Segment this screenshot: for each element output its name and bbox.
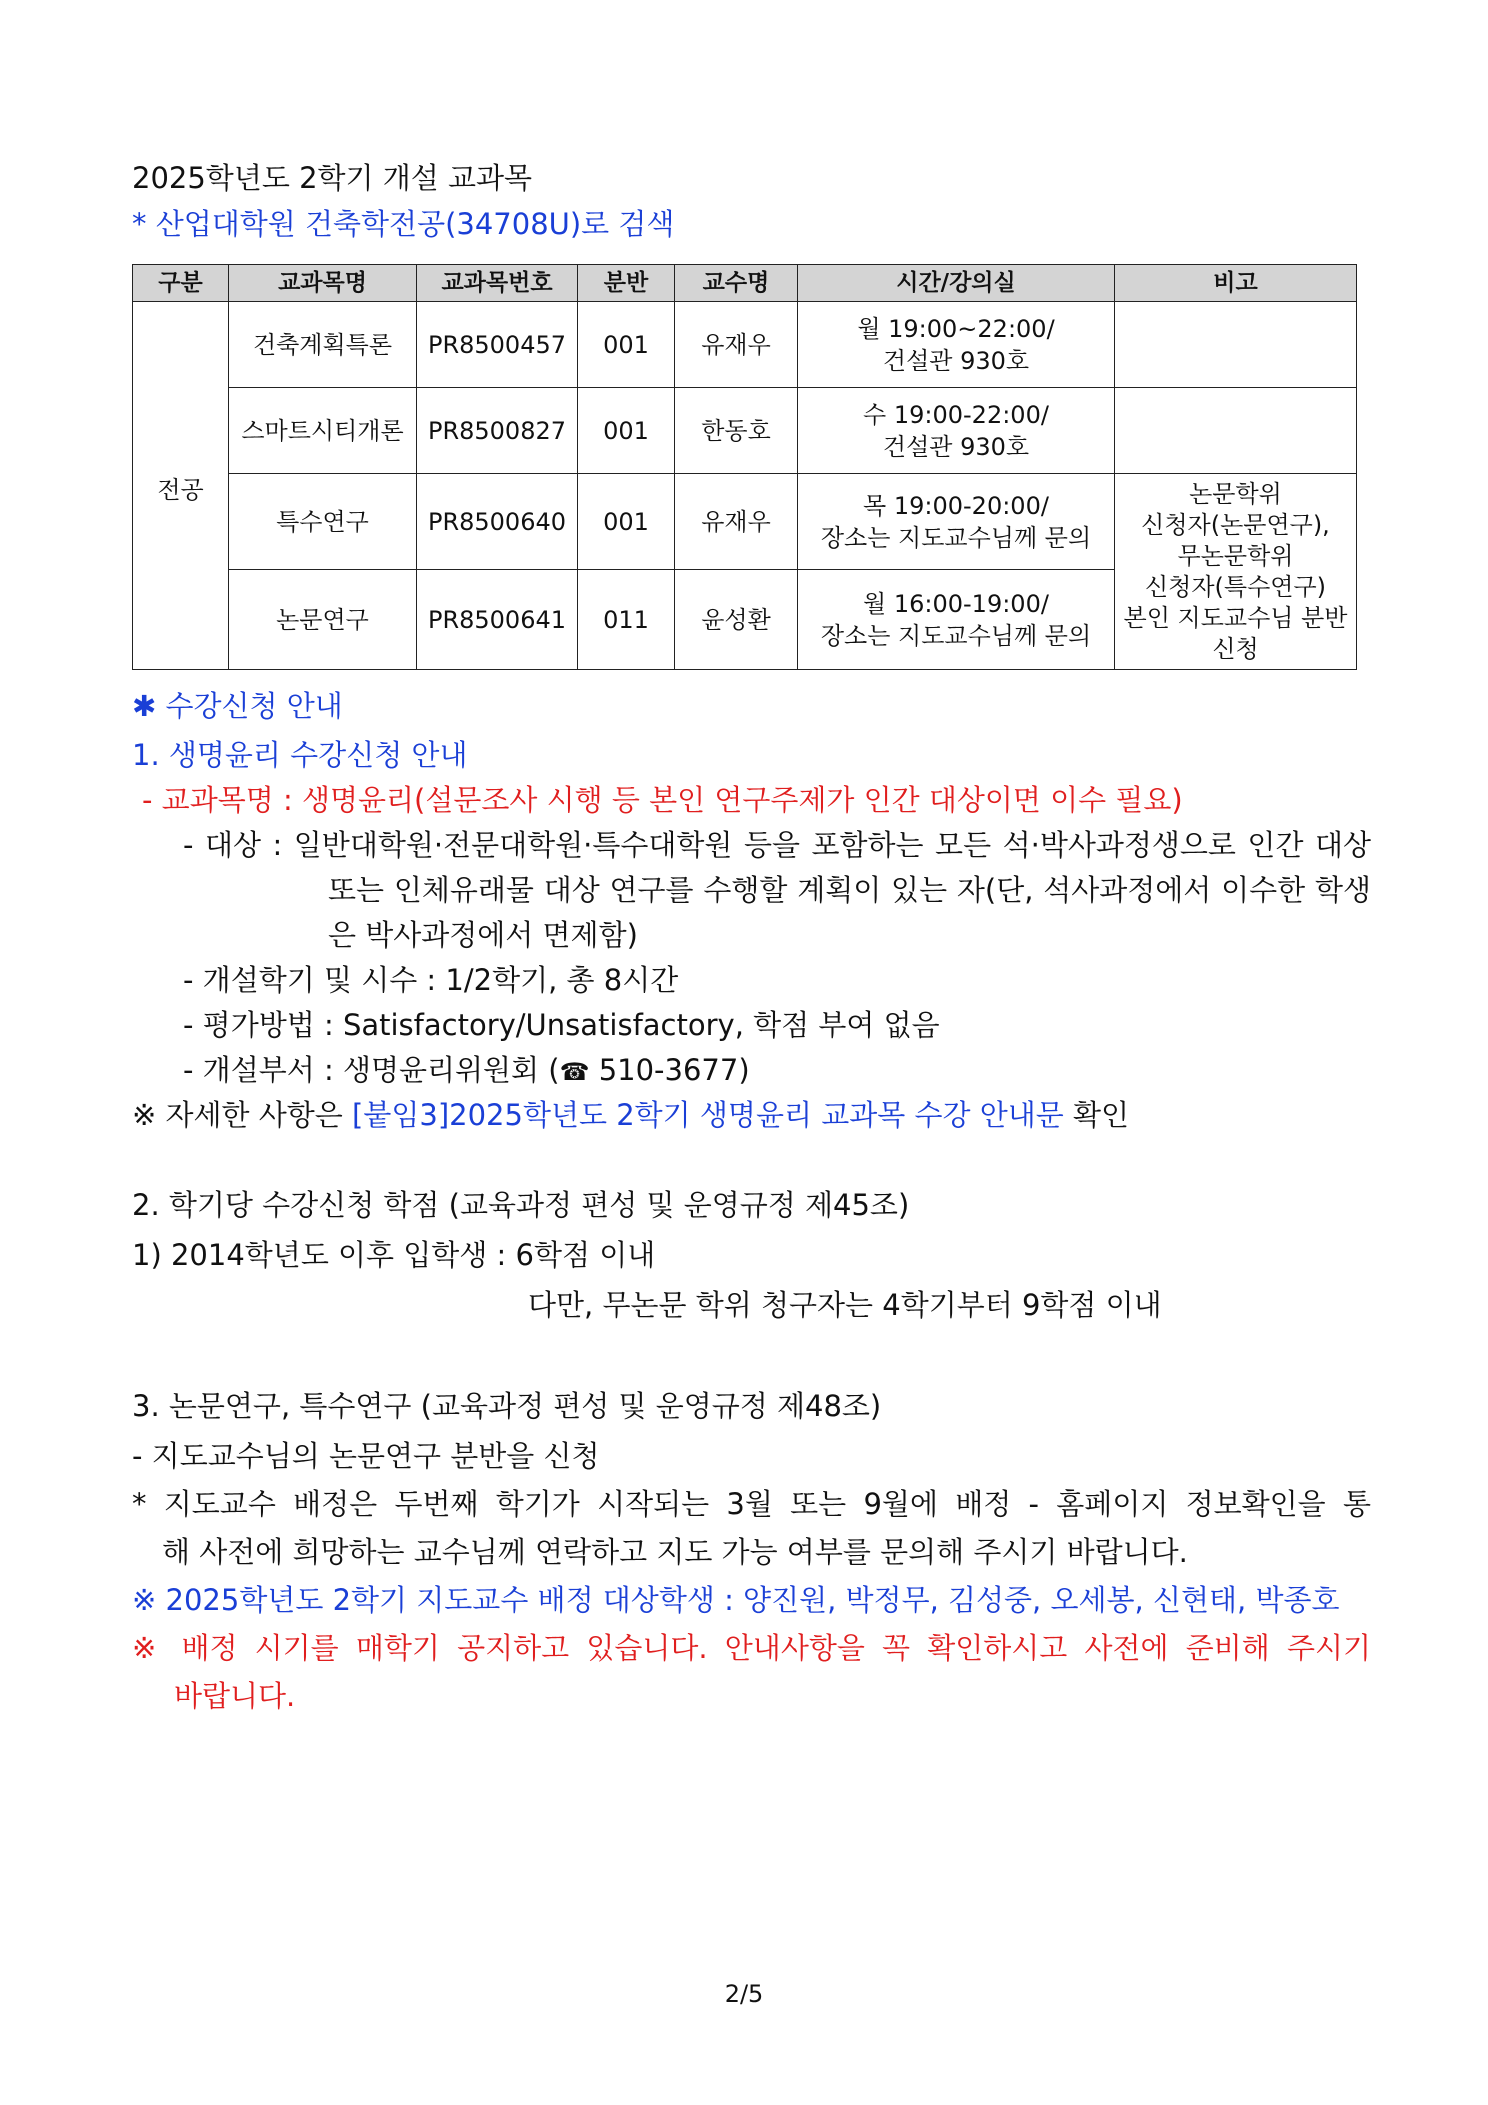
header-remark: 비고 xyxy=(1115,265,1357,302)
course-code-cell: PR8500641 xyxy=(417,570,578,670)
header-course-code: 교과목번호 xyxy=(417,265,578,302)
room-text: 장소는 지도교수님께 문의 xyxy=(820,621,1092,650)
dept-prefix: - 개설부서 : 생명윤리위원회 ( xyxy=(183,1053,560,1087)
professor-cell: 한동호 xyxy=(675,388,798,474)
remark-line: 무논문학위 xyxy=(1177,541,1294,570)
remark-line: 본인 지도교수님 분반 xyxy=(1123,603,1348,632)
detail-prefix: ※ 자세한 사항은 xyxy=(132,1098,353,1132)
table-row xyxy=(133,388,1357,474)
course-name-cell: 논문연구 xyxy=(229,570,417,670)
notice-line1: ※ 배정 시기를 매학기 공지하고 있습니다. 안내사항을 꼭 확인하시고 사전에 준비해 주시기 xyxy=(132,1631,1371,1665)
remark-line: 신청자(논문연구), xyxy=(1141,510,1330,539)
section-cell: 001 xyxy=(578,474,675,570)
time-room-cell xyxy=(798,388,1115,474)
remark-line: 신청 xyxy=(1212,634,1259,663)
table-row xyxy=(133,474,1357,570)
course-code-cell: PR8500640 xyxy=(417,474,578,570)
professor-cell: 윤성환 xyxy=(675,570,798,670)
professor-cell: 유재우 xyxy=(675,302,798,388)
time-text: 수 19:00-22:00/ xyxy=(863,400,1049,429)
room-text: 장소는 지도교수님께 문의 xyxy=(820,523,1092,552)
professor-cell: 유재우 xyxy=(675,474,798,570)
section-cell: 001 xyxy=(578,388,675,474)
research-line1: - 지도교수님의 논문연구 분반을 신청 xyxy=(132,1439,600,1473)
remark-cell-empty xyxy=(1115,302,1357,388)
page-title: 2025학년도 2학기 개설 교과목 xyxy=(132,161,533,195)
remark-cell-empty xyxy=(1115,388,1357,474)
header-professor: 교수명 xyxy=(675,265,798,302)
ethics-title: 1. 생명윤리 수강신청 안내 xyxy=(132,738,468,772)
credits-line1: 1) 2014학년도 이후 입학생 : 6학점 이내 xyxy=(132,1238,656,1272)
remark-line: 신청자(특수연구) xyxy=(1144,572,1326,601)
time-text: 목 19:00-20:00/ xyxy=(863,491,1049,520)
course-table xyxy=(132,264,1357,670)
ethics-dept-line xyxy=(183,1050,750,1092)
research-title: 3. 논문연구, 특수연구 (교육과정 편성 및 운영규정 제48조) xyxy=(132,1389,882,1423)
section-cell: 001 xyxy=(578,302,675,388)
course-name-cell: 건축계획특론 xyxy=(229,302,417,388)
header-category: 구분 xyxy=(133,265,229,302)
header-section: 분반 xyxy=(578,265,675,302)
section-cell: 011 xyxy=(578,570,675,670)
course-code-cell: PR8500827 xyxy=(417,388,578,474)
header-course-name: 교과목명 xyxy=(229,265,417,302)
table-header-row xyxy=(133,265,1357,302)
guide-title: ✱ 수강신청 안내 xyxy=(132,689,343,723)
course-name-cell: 특수연구 xyxy=(229,474,417,570)
time-room-cell xyxy=(798,302,1115,388)
course-code-cell: PR8500457 xyxy=(417,302,578,388)
research-line2: * 지도교수 배정은 두번째 학기가 시작되는 3월 또는 9월에 배정 - 홈페이지 정보확인을 통 xyxy=(132,1487,1371,1521)
notice-line2: 바랍니다. xyxy=(174,1679,296,1713)
ethics-eval-line: - 평가방법 : Satisfactory/Unsatisfactory, 학점 부여 없음 xyxy=(183,1008,940,1042)
ethics-target-line2: 또는 인체유래물 대상 연구를 수행할 계획이 있는 자(단, 석사과정에서 이수한 학생 xyxy=(328,873,1371,907)
page-number: 2/5 xyxy=(724,1980,764,2008)
course-name-cell: 스마트시티개론 xyxy=(229,388,417,474)
room-text: 건설관 930호 xyxy=(882,346,1030,375)
category-cell: 전공 xyxy=(133,302,229,670)
remark-cell xyxy=(1115,474,1357,670)
attachment-link[interactable]: [붙임3]2025학년도 2학기 생명윤리 교과목 수강 안내문 xyxy=(352,1098,1064,1132)
table-row xyxy=(133,302,1357,388)
research-line3: 해 사전에 희망하는 교수님께 연락하고 지도 가능 여부를 문의해 주시기 바랍니다. xyxy=(162,1535,1188,1569)
ethics-detail-line xyxy=(132,1095,1129,1135)
ethics-target-line3: 은 박사과정에서 면제함) xyxy=(328,918,638,952)
ethics-target-line1: - 대상 : 일반대학원·전문대학원·특수대학원 등을 포함하는 모든 석·박사과정생으로 인간 대상 xyxy=(183,828,1371,862)
ethics-semester-line: - 개설학기 및 시수 : 1/2학기, 총 8시간 xyxy=(183,963,679,997)
time-text: 월 19:00~22:00/ xyxy=(857,314,1055,343)
header-time-room: 시간/강의실 xyxy=(798,265,1115,302)
credits-line2: 다만, 무논문 학위 청구자는 4학기부터 9학점 이내 xyxy=(528,1288,1162,1322)
dept-suffix: 510-3677) xyxy=(589,1053,750,1087)
search-note: * 산업대학원 건축학전공(34708U)로 검색 xyxy=(132,207,675,241)
room-text: 건설관 930호 xyxy=(882,432,1030,461)
remark-line: 논문학위 xyxy=(1189,479,1282,508)
credits-title: 2. 학기당 수강신청 학점 (교육과정 편성 및 운영규정 제45조) xyxy=(132,1188,910,1222)
time-room-cell xyxy=(798,474,1115,570)
phone-icon: ☎ xyxy=(559,1058,590,1086)
ethics-course-line: - 교과목명 : 생명윤리(설문조사 시행 등 본인 연구주제가 인간 대상이면 이수 필요) xyxy=(142,783,1183,817)
assign-students-line: ※ 2025학년도 2학기 지도교수 배정 대상학생 : 양진원, 박정무, 김성중, 오세봉, 신현태, 박종호 xyxy=(132,1583,1340,1617)
time-text: 월 16:00-19:00/ xyxy=(863,589,1049,618)
detail-suffix: 확인 xyxy=(1063,1098,1129,1132)
time-room-cell xyxy=(798,570,1115,670)
